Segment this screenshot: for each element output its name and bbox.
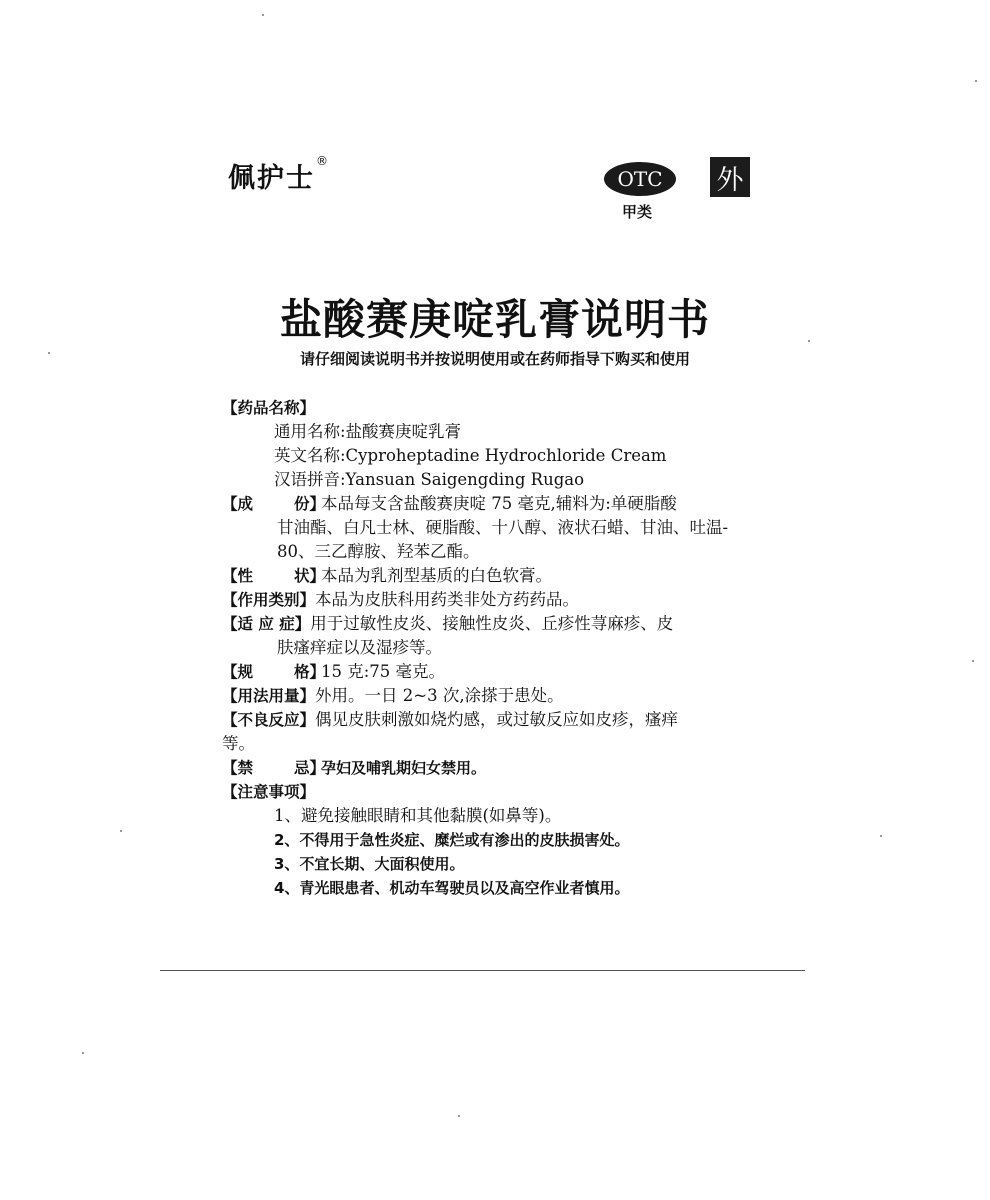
section-text: 孕妇及哺乳期妇女禁用。 [321,759,487,777]
divider [160,970,805,971]
section-drug-name [222,396,752,420]
external-use-badge: 外 [710,157,750,197]
scan-speck [82,1052,84,1054]
section-text-continued: 等。 [222,734,255,753]
scan-speck [262,14,264,16]
otc-class-label: 甲类 [622,203,653,221]
section-indications [222,612,752,636]
section-character [222,564,752,588]
section-text: 本品为皮肤科用药类非处方药药品。 [315,590,580,609]
section-label: 【用法用量】 [222,687,316,705]
section-precautions [222,780,752,804]
section-text-continued: 肤瘙痒症以及湿疹等。 [277,638,442,657]
otc-badge: OTC [604,162,676,196]
section-composition [222,492,752,516]
precaution-item: 2、不得用于急性炎症、糜烂或有渗出的皮肤损害处。 [274,831,630,849]
section-label: 【适 应 症】 [222,615,311,633]
section-adverse-reactions [222,708,752,732]
precaution-item: 1、避免接触眼睛和其他黏膜(如鼻等)。 [274,806,562,825]
section-label: 【药品名称】 [222,399,316,417]
brand-name: 佩护士 [228,163,315,194]
scan-speck [972,660,974,662]
section-text: 用于过敏性皮炎、接触性皮炎、丘疹性荨麻疹、皮 [310,614,674,633]
section-label: 【 禁 忌 】 [222,759,326,777]
section-dosage [222,684,752,708]
section-contraindications [222,756,752,780]
scan-speck [808,340,810,342]
section-text: 本品每支含盐酸赛庚啶 75 毫克,辅料为:单硬脂酸 [321,494,677,513]
scan-speck [48,352,50,354]
registered-mark: ® [316,154,330,168]
section-specification [222,660,752,684]
scan-speck [458,1115,460,1117]
pinyin-name: 汉语拼音:Yansuan Saigengding Rugao [274,470,585,489]
section-label: 【作用类别】 [222,591,316,609]
section-label: 【 成 份 】 [222,495,326,513]
scan-speck [975,80,977,82]
leaflet-body [222,396,752,900]
section-text: 15 克:75 毫克。 [321,662,446,681]
section-label: 【 规 格 】 [222,663,326,681]
usage-notice: 请仔细阅读说明书并按说明使用或在药师指导下购买和使用 [299,350,690,368]
generic-name: 通用名称:盐酸赛庚啶乳膏 [274,422,462,441]
scan-speck [880,835,882,837]
section-text-continued: 甘油酯、白凡士林、硬脂酸、十八醇、液状石蜡、甘油、吐温- [277,518,729,537]
scan-speck [120,830,122,832]
section-text: 偶见皮肤刺激如烧灼感，或过敏反应如皮疹，瘙痒 [315,710,679,729]
section-label: 【不良反应】 [222,711,316,729]
section-label: 【注意事项】 [222,783,316,801]
brand-logo [228,156,330,195]
section-text: 本品为乳剂型基质的白色软膏。 [321,566,552,585]
section-label: 【 性 状 】 [222,567,326,585]
english-name: 英文名称:Cyproheptadine Hydrochloride Cream [274,446,667,465]
section-text: 外用。一日 2~3 次,涂搽于患处。 [315,686,564,705]
precaution-item: 4、青光眼患者、机动车驾驶员以及高空作业者慎用。 [274,879,630,897]
section-category [222,588,752,612]
precaution-item: 3、不宜长期、大面积使用。 [274,855,465,873]
document-title: 盐酸赛庚啶乳膏说明书 [279,295,710,344]
section-text-continued: 80、三乙醇胺、羟苯乙酯。 [277,542,480,561]
